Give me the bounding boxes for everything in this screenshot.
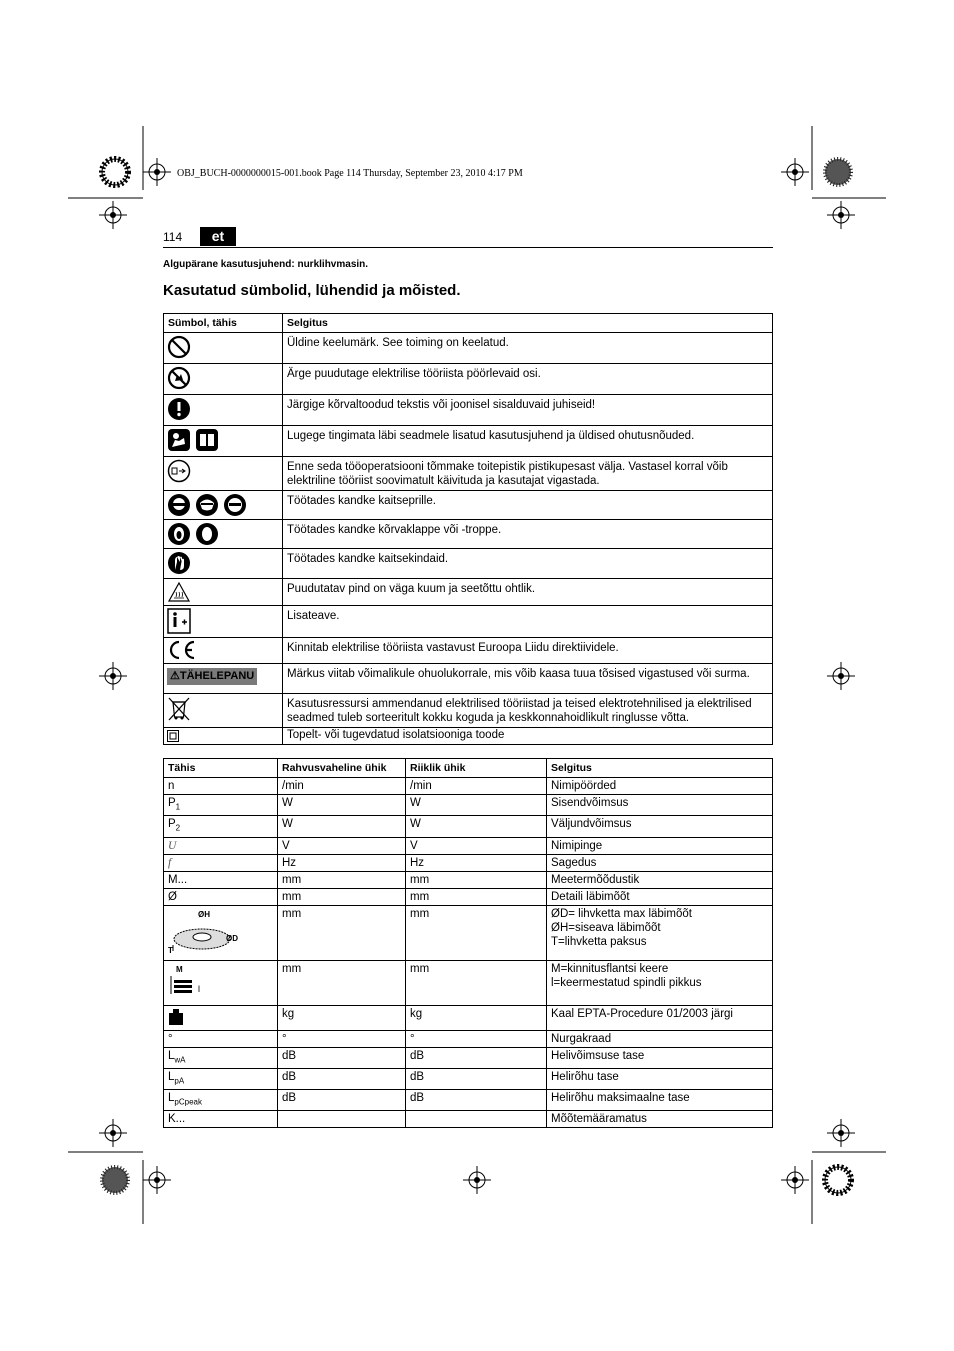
description-line: ØH=siseava läbimõõt bbox=[551, 921, 661, 934]
description-line: l=keermestatud spindli pikkus bbox=[551, 976, 702, 989]
intl-unit-cell: mm bbox=[278, 888, 406, 905]
row-text: Enne seda tööoperatsiooni tõmmake toitepistik pistikupesast välja. Vastasel korral võib elektriline tööriist soovimatult käivituda ja kasutajat vigastada. bbox=[283, 457, 773, 491]
language-tag: et bbox=[200, 227, 236, 246]
symbol-cell: $P_2$ bbox=[164, 816, 278, 837]
national-unit-cell: kg bbox=[406, 1005, 547, 1030]
national-unit-cell bbox=[406, 1111, 547, 1128]
ce-mark-icon bbox=[167, 640, 197, 660]
intl-unit-cell: ° bbox=[278, 1030, 406, 1047]
table-row bbox=[164, 1111, 773, 1128]
table-row bbox=[164, 426, 773, 457]
symbol-cell bbox=[164, 960, 278, 1005]
column-header: Sümbol, tähis bbox=[164, 314, 283, 333]
unplug-icon bbox=[167, 459, 191, 483]
intl-unit-cell: dB bbox=[278, 1090, 406, 1111]
exclamation-icon bbox=[167, 397, 191, 421]
intl-unit-cell: Hz bbox=[278, 854, 406, 871]
intl-unit-cell: kg bbox=[278, 1005, 406, 1030]
description-cell: Väljundvõimsus bbox=[547, 816, 773, 837]
row-text: Ärge puudutage elektrilise tööriista pöörlevaid osi. bbox=[283, 364, 773, 395]
row-text: Märkus viitab võimalikule ohuolukorrale, mis võib kaasa tuua tõsised vigastused või surma. bbox=[283, 664, 773, 694]
table-header-row bbox=[164, 314, 773, 333]
national-unit-cell: V bbox=[406, 837, 547, 854]
description-cell: Sagedus bbox=[547, 854, 773, 871]
diagram-label-oh: ØH bbox=[198, 909, 210, 919]
national-unit-cell: ° bbox=[406, 1030, 547, 1047]
table-row bbox=[164, 549, 773, 579]
intl-unit-cell: mm bbox=[278, 871, 406, 888]
table-row bbox=[164, 491, 773, 520]
symbol-cell: $P_1$ bbox=[164, 795, 278, 816]
symbol-cell: K... bbox=[164, 1111, 278, 1128]
column-header: Tähis bbox=[164, 759, 278, 778]
description-cell: Kaal EPTA-Procedure 01/2003 järgi bbox=[547, 1005, 773, 1030]
description-cell: Meetermõõdustik bbox=[547, 871, 773, 888]
description-cell: Mõõtemääramatus bbox=[547, 1111, 773, 1128]
table-row bbox=[164, 520, 773, 549]
intl-unit-cell: W bbox=[278, 795, 406, 816]
table-row bbox=[164, 960, 773, 1005]
column-header: Selgitus bbox=[547, 759, 773, 778]
description-cell bbox=[547, 905, 773, 960]
description-cell: Nurgakraad bbox=[547, 1030, 773, 1047]
units-table bbox=[163, 758, 773, 1128]
symbol-cell: ° bbox=[164, 1030, 278, 1047]
weight-icon bbox=[168, 1007, 184, 1025]
description-cell: Sisendvõimsus bbox=[547, 795, 773, 816]
column-header: Selgitus bbox=[283, 314, 773, 333]
national-unit-cell: W bbox=[406, 795, 547, 816]
thread-diagram-icon bbox=[168, 962, 208, 1000]
face-shield-icon bbox=[195, 493, 219, 517]
table-row bbox=[164, 1030, 773, 1047]
row-text: Üldine keelumärk. See toiming on keelatud. bbox=[283, 333, 773, 364]
row-text: Töötades kandke kõrvaklappe või -troppe. bbox=[283, 520, 773, 549]
read-manual-icon bbox=[167, 428, 191, 452]
table-row bbox=[164, 795, 773, 816]
row-text: Kinnitab elektrilise tööriista vastavust Euroopa Liidu direktiividele. bbox=[283, 638, 773, 664]
description-cell bbox=[547, 960, 773, 1005]
diagram-label-t: T bbox=[168, 945, 173, 955]
symbol-cell bbox=[164, 905, 278, 960]
weee-bin-icon bbox=[167, 696, 191, 722]
symbol-cell: f bbox=[164, 854, 278, 871]
column-header: Rahvusvaheline ühik bbox=[278, 759, 406, 778]
row-text: Töötades kandke kaitseprille. bbox=[283, 491, 773, 520]
table-header-row bbox=[164, 759, 773, 778]
table-row bbox=[164, 694, 773, 728]
symbol-cell: $L_{pCpeak}$ bbox=[164, 1090, 278, 1111]
book-icon bbox=[195, 428, 219, 452]
row-text: Lugege tingimata läbi seadmele lisatud kasutusjuhend ja üldised ohutusnõuded. bbox=[283, 426, 773, 457]
disc-diagram-icon bbox=[168, 907, 248, 955]
goggles-icon bbox=[167, 493, 191, 517]
table-row bbox=[164, 1090, 773, 1111]
info-icon bbox=[167, 608, 191, 634]
warning-badge bbox=[167, 668, 257, 685]
table-row bbox=[164, 457, 773, 491]
ear-protection-icon bbox=[167, 522, 191, 546]
national-unit-cell: /min bbox=[406, 778, 547, 795]
national-unit-cell: dB bbox=[406, 1047, 547, 1068]
table-row bbox=[164, 664, 773, 694]
symbols-table bbox=[163, 313, 773, 745]
description-cell: Nimipöörded bbox=[547, 778, 773, 795]
description-cell: Helivõimsuse tase bbox=[547, 1047, 773, 1068]
table-row bbox=[164, 871, 773, 888]
table-row bbox=[164, 606, 773, 638]
section-title: Kasutatud sümbolid, lühendid ja mõisted. bbox=[163, 282, 461, 299]
ear-plugs-icon bbox=[195, 522, 219, 546]
hot-surface-icon bbox=[167, 581, 191, 603]
warning-badge-label: TÄHELEPANU bbox=[179, 670, 255, 682]
intl-unit-cell: mm bbox=[278, 960, 406, 1005]
gloves-icon bbox=[167, 551, 191, 575]
symbol-cell: $L_{pA}$ bbox=[164, 1068, 278, 1089]
table-row bbox=[164, 778, 773, 795]
table-row bbox=[164, 1047, 773, 1068]
symbol-cell: $L_{wA}$ bbox=[164, 1047, 278, 1068]
row-text: Töötades kandke kaitsekindaid. bbox=[283, 549, 773, 579]
safety-glasses-icon bbox=[223, 493, 247, 517]
national-unit-cell: dB bbox=[406, 1090, 547, 1111]
description-line: ØD= lihvketta max läbimõõt bbox=[551, 907, 692, 920]
description-cell: Detaili läbimõõt bbox=[547, 888, 773, 905]
table-row bbox=[164, 333, 773, 364]
symbol-cell: U bbox=[164, 837, 278, 854]
national-unit-cell: W bbox=[406, 816, 547, 837]
national-unit-cell: mm bbox=[406, 960, 547, 1005]
page-number: 114 bbox=[163, 230, 183, 244]
national-unit-cell: mm bbox=[406, 871, 547, 888]
description-line: M=kinnitusflantsi keere bbox=[551, 962, 669, 975]
column-header: Riiklik ühik bbox=[406, 759, 547, 778]
description-cell: Nimipinge bbox=[547, 837, 773, 854]
intl-unit-cell: /min bbox=[278, 778, 406, 795]
row-text: Puudutatav pind on väga kuum ja seetõttu ohtlik. bbox=[283, 579, 773, 606]
symbol-cell: M... bbox=[164, 871, 278, 888]
table-row bbox=[164, 854, 773, 871]
table-row bbox=[164, 364, 773, 395]
intl-unit-cell: dB bbox=[278, 1047, 406, 1068]
national-unit-cell: mm bbox=[406, 905, 547, 960]
national-unit-cell: dB bbox=[406, 1068, 547, 1089]
table-row bbox=[164, 728, 773, 745]
intl-unit-cell bbox=[278, 1111, 406, 1128]
symbol-cell bbox=[164, 1005, 278, 1030]
header-rule bbox=[163, 247, 773, 248]
description-cell: Helirõhu maksimaalne tase bbox=[547, 1090, 773, 1111]
national-unit-cell: Hz bbox=[406, 854, 547, 871]
diagram-label-od: ØD bbox=[226, 933, 238, 943]
table-row bbox=[164, 905, 773, 960]
intl-unit-cell: W bbox=[278, 816, 406, 837]
table-row bbox=[164, 638, 773, 664]
row-text: Järgige kõrvaltoodud tekstis või joonisel sisalduvaid juhiseid! bbox=[283, 395, 773, 426]
intl-unit-cell: V bbox=[278, 837, 406, 854]
national-unit-cell: mm bbox=[406, 888, 547, 905]
row-text: Kasutusressursi ammendanud elektrilised tööriistad ja teised elektrotehnilised ja elektrilised seadmed tuleb sorteeritult kokku koguda ja keskkonnahoidlikult ringlusse võtta. bbox=[283, 694, 773, 728]
table-row bbox=[164, 1068, 773, 1089]
symbol-cell: Ø bbox=[164, 888, 278, 905]
table-row bbox=[164, 816, 773, 837]
file-header: OBJ_BUCH-0000000015-001.book Page 114 Thursday, September 23, 2010 4:17 PM bbox=[177, 168, 523, 179]
description-line: T=lihvketta paksus bbox=[551, 935, 647, 948]
table-row bbox=[164, 579, 773, 606]
row-text: Lisateave. bbox=[283, 606, 773, 638]
description-cell: Helirõhu tase bbox=[547, 1068, 773, 1089]
row-text: Topelt- või tugevdatud isolatsiooniga toode bbox=[283, 728, 773, 745]
warning-triangle-icon: ⚠ bbox=[170, 670, 180, 682]
intl-unit-cell: dB bbox=[278, 1068, 406, 1089]
prohibition-icon bbox=[167, 335, 191, 359]
symbol-cell: n bbox=[164, 778, 278, 795]
diagram-label-l: l bbox=[198, 983, 200, 994]
table-row bbox=[164, 395, 773, 426]
table-row bbox=[164, 837, 773, 854]
intl-unit-cell: mm bbox=[278, 905, 406, 960]
double-insulation-icon bbox=[167, 730, 179, 742]
document-subtitle: Algupärane kasutusjuhend: nurklihvmasin. bbox=[163, 259, 369, 270]
no-touch-rotating-parts-icon bbox=[167, 366, 191, 390]
table-row bbox=[164, 888, 773, 905]
diagram-label-m: M bbox=[176, 964, 183, 974]
table-row bbox=[164, 1005, 773, 1030]
